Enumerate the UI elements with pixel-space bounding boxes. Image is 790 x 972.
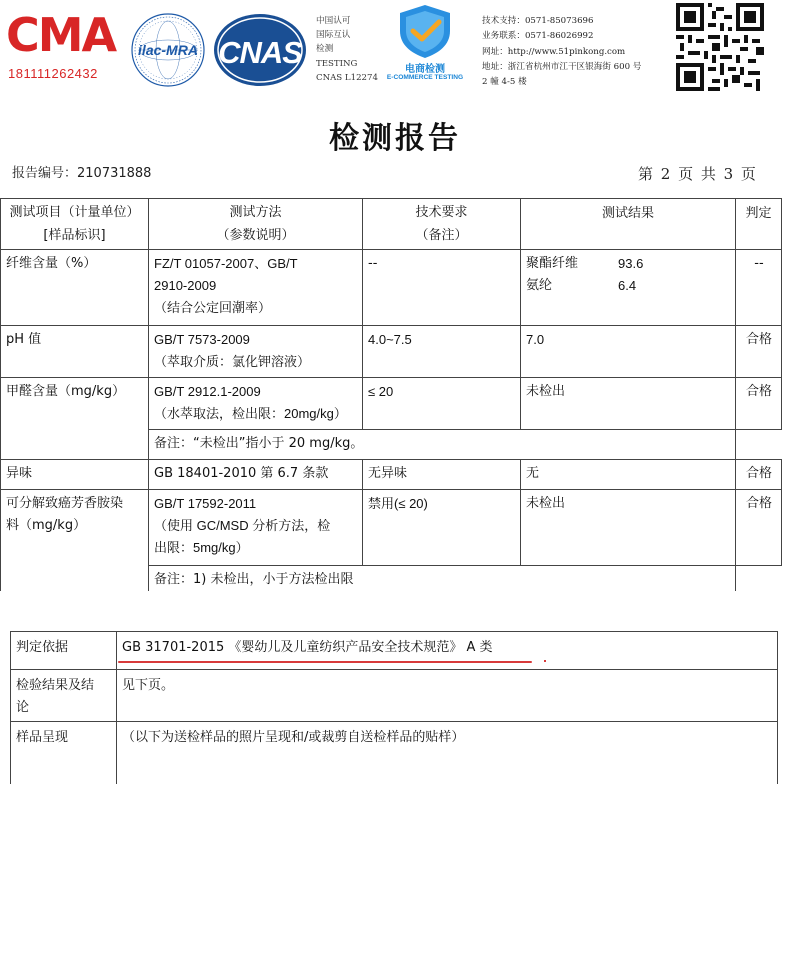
method-line: GB/T 7573-2009: [154, 332, 250, 347]
basis-row: [11, 632, 778, 670]
sample-row: [11, 722, 778, 784]
method-line: GB/T 2912.1-2009: [154, 384, 261, 399]
item-cell: [1, 460, 149, 490]
note-cell: 备注：“未检出”指小于 20 mg/kg。: [149, 430, 736, 460]
header-line: 技术要求: [415, 205, 468, 220]
basis-underline-dot: [544, 660, 546, 662]
conclusion-value: 见下页。: [117, 670, 778, 722]
cnas-logo: [212, 12, 308, 88]
judgement-cell: 合格: [736, 490, 782, 566]
page-break-gap: [0, 591, 790, 610]
result-cell: 未检出: [521, 378, 736, 430]
cma-logo: CMA: [6, 8, 116, 62]
method-line: 出限：5mg/kg）: [154, 540, 249, 555]
method-line: （使用 GC/MSD 分析方法，检: [154, 518, 331, 533]
table-header-row: [1, 199, 782, 250]
result-pair: [526, 253, 731, 275]
item-line: 甲醛含量（mg/kg）: [6, 384, 126, 399]
contact-line: 技术支持：0571-85073696: [482, 16, 594, 26]
fiber-value: 93.6: [618, 256, 644, 271]
item-cell: [1, 250, 149, 326]
conclusion-label-line: 论: [16, 700, 30, 715]
item-line: pH 值: [6, 332, 42, 347]
cred-line: 国际互认: [316, 30, 351, 41]
requirement-cell: 4.0~7.5: [363, 326, 521, 378]
header-requirement: [363, 199, 521, 250]
table-row: [1, 326, 782, 378]
requirement-cell: --: [363, 250, 521, 326]
header-line: 测试方法: [229, 205, 282, 220]
judgement-cell: 合格: [736, 378, 782, 430]
basis-value: GB 31701-2015 《婴幼儿及儿童纺织产品安全技术规范》 A 类: [117, 632, 778, 670]
method-line: 2910-2009: [154, 278, 217, 293]
ec-badge-en: E-COMMERCE TESTING: [386, 74, 464, 81]
cnas-text: CNAS: [218, 35, 302, 70]
header-test-item: [1, 199, 149, 250]
sample-value: （以下为送检样品的照片呈现和/或裁剪自送检样品的贴样）: [117, 722, 778, 784]
qr-code-icon[interactable]: [676, 3, 764, 91]
requirement-cell: 无异味: [363, 460, 521, 490]
header-line: （参数说明）: [216, 228, 295, 243]
ec-badge-cn: 电商检测: [405, 64, 445, 75]
header-line: （备注）: [415, 228, 468, 243]
item-line: 料（mg/kg）: [6, 518, 87, 533]
e-commerce-testing-badge: [382, 2, 468, 86]
report-title: 检测报告: [329, 121, 461, 156]
page-indicator: 第 2 页 共 3 页: [638, 165, 756, 183]
header-line: 测试项目（计量单位）: [9, 205, 140, 220]
cred-line: 检测: [316, 44, 334, 55]
item-cell: [1, 490, 149, 596]
header-test-method: [149, 199, 363, 250]
method-line: GB/T 17592-2011: [154, 496, 257, 511]
method-cell: [149, 490, 363, 566]
header-result: [521, 199, 736, 250]
table-row: [1, 490, 782, 566]
result-cell: 7.0: [521, 326, 736, 378]
contact-info: [482, 14, 641, 90]
result-cell: 未检出: [521, 490, 736, 566]
shield-check-icon: [382, 2, 468, 60]
item-cell: [1, 378, 149, 460]
item-cell: [1, 326, 149, 378]
basis-underline: [118, 661, 532, 663]
test-results-table: [0, 198, 782, 596]
judgement-cell: 合格: [736, 460, 782, 490]
method-cell: [149, 250, 363, 326]
judgement-cell: --: [736, 250, 782, 326]
sample-label: 样品呈现: [11, 722, 117, 784]
cma-number: 181111262432: [8, 66, 98, 81]
fiber-name: 氨纶: [526, 278, 553, 293]
item-line: 可分解致癌芳香胺染: [6, 496, 124, 511]
ilac-mra-logo: [130, 12, 206, 88]
header-line: [样品标识]: [43, 228, 106, 243]
header-judgement: [736, 199, 782, 250]
note-spacer: [736, 430, 782, 460]
contact-line: 地址：浙江省杭州市江干区银海街 600 号: [482, 61, 642, 72]
contact-line: 网址：http://www.51pinkong.com: [482, 46, 626, 57]
table-row: [1, 250, 782, 326]
fiber-value: 6.4: [618, 278, 637, 293]
method-line: FZ/T 01057-2007、GB/T: [154, 256, 298, 271]
basis-label: 判定依据: [11, 632, 117, 670]
contact-line: 业务联系：0571-86026992: [482, 31, 594, 42]
report-number: 报告编号：210731888: [12, 166, 152, 181]
result-cell: [521, 250, 736, 326]
method-line: （萃取介质：氯化钾溶液）: [154, 354, 311, 369]
method-line: （结合公定回潮率）: [154, 300, 272, 315]
requirement-cell: 禁用(≤ 20): [363, 490, 521, 566]
cred-line: TESTING: [316, 58, 358, 69]
accreditation-text: [316, 14, 378, 85]
item-line: 纤维含量（%）: [6, 256, 97, 271]
cred-line: CNAS L12274: [316, 72, 378, 83]
summary-table: [10, 631, 778, 784]
header-line: 判定: [745, 206, 772, 221]
conclusion-label-line: 检验结果及结: [16, 678, 95, 693]
table-row: [1, 460, 782, 490]
fiber-name: 聚酯纤维: [526, 256, 579, 271]
conclusion-row: [11, 670, 778, 722]
method-cell: [149, 378, 363, 430]
method-cell: [149, 326, 363, 378]
contact-line: 2 幢 4-5 楼: [482, 77, 527, 88]
method-line: GB 18401-2010 第 6.7 条款: [154, 466, 329, 481]
method-line: （水萃取法，检出限：20mg/kg）: [154, 406, 347, 421]
judgement-cell: 合格: [736, 326, 782, 378]
requirement-cell: ≤ 20: [363, 378, 521, 430]
table-row: [1, 378, 782, 430]
method-cell: [149, 460, 363, 490]
result-pair: [526, 275, 731, 297]
note-cell: 备注：1) 未检出，小于方法检出限: [149, 566, 736, 596]
header-line: 测试结果: [601, 206, 654, 221]
item-line: 异味: [6, 466, 33, 481]
conclusion-label: [11, 670, 117, 722]
ilac-mra-text: ilac-MRA: [138, 42, 198, 58]
cred-line: 中国认可: [316, 16, 351, 26]
result-cell: 无: [521, 460, 736, 490]
